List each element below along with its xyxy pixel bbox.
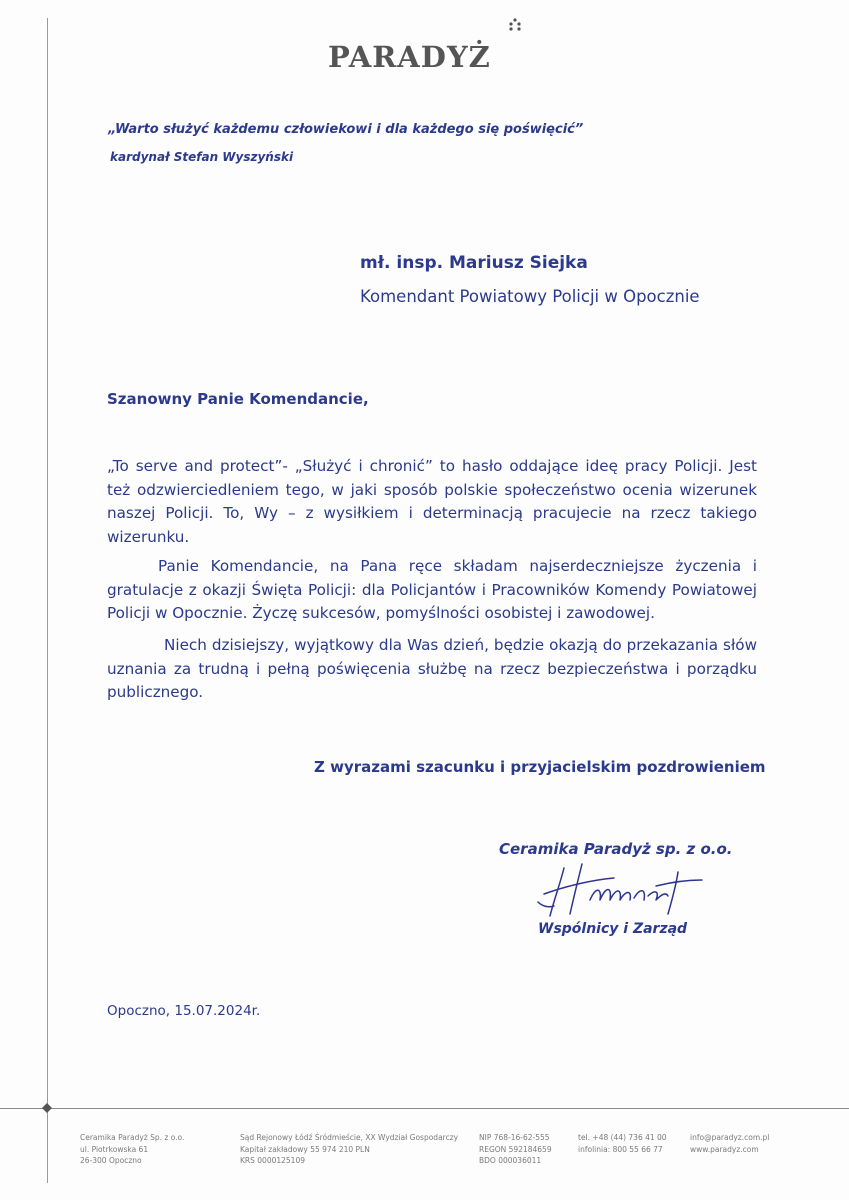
motto-author: kardynał Stefan Wyszyński: [110, 150, 294, 164]
footer-line: NIP 768-16-62-555: [479, 1133, 550, 1142]
motto-quote: „Warto służyć każdemu człowiekowi i dla każdego się poświęcić”: [108, 122, 584, 137]
left-margin-line: [47, 18, 48, 1183]
footer-divider: [0, 1108, 849, 1109]
footer-line: ul. Piotrkowska 61: [80, 1144, 149, 1154]
footer-line: infolinia: 800 55 66 77: [578, 1144, 663, 1154]
footer-phone: [578, 1132, 667, 1155]
footer-website-link[interactable]: www.paradyz.com: [690, 1144, 759, 1154]
handwritten-signature: [536, 856, 706, 928]
salutation: Szanowny Panie Komendancie,: [107, 390, 369, 408]
place-date: Opoczno, 15.07.2024r.: [107, 1003, 261, 1019]
footer-line: BDO 000036011: [479, 1156, 542, 1165]
footer-company-address: [80, 1132, 184, 1167]
footer-email-link[interactable]: info@paradyz.com.pl: [690, 1133, 770, 1142]
footer-registration: [240, 1132, 458, 1167]
footer-contact-links: [690, 1132, 769, 1155]
diamond-ornament-icon: [42, 1103, 52, 1113]
company-logo: [322, 14, 542, 74]
signatory: Wspólnicy i Zarząd: [538, 921, 688, 937]
logo-dots-icon: [508, 18, 522, 34]
footer-line: tel. +48 (44) 736 41 00: [578, 1133, 667, 1142]
recipient-title: Komendant Powiatowy Policji w Opocznie: [360, 287, 700, 306]
footer-tax-ids: [479, 1132, 552, 1167]
footer-line: Sąd Rejonowy Łódź Śródmieście, XX Wydział Gospodarczy: [240, 1133, 459, 1142]
body-paragraph: Panie Komendancie, na Pana ręce składam najserdeczniejsze życzenia i gratulacje z okazji Święta Policji: dla Policjantów i Pracowników Komendy Powiatowej Policji w Opocznie. Życzę sukcesów, pomyślności osobistej i zawodowej.: [107, 557, 757, 622]
footer-line: REGON 592184659: [479, 1144, 552, 1154]
body-paragraph: „To serve and protect”- „Służyć i chronić” to hasło oddające ideę pracy Policji. Jest też odzwierciedleniem tego, w jaki sposób polskie społeczeństwo ocenia wizerunek naszej Policji. To, Wy – z wysiłkiem i determinacją pracujecie na rzecz takiego wizerunku.: [107, 457, 757, 546]
footer-line: KRS 0000125109: [240, 1156, 305, 1165]
footer-line: 26-300 Opoczno: [80, 1156, 142, 1165]
footer-line: Ceramika Paradyż Sp. z o.o.: [80, 1133, 185, 1142]
recipient-name: mł. insp. Mariusz Siejka: [360, 253, 588, 273]
closing-line: Z wyrazami szacunku i przyjacielskim pozdrowieniem: [314, 758, 766, 776]
logo-wordmark: PARADYŻ: [328, 40, 491, 74]
signature-company: Ceramika Paradyż sp. z o.o.: [499, 840, 733, 858]
body-paragraph: Niech dzisiejszy, wyjątkowy dla Was dzień, będzie okazją do przekazania słów uznania za trudną i pełną poświęcenia służbę na rzecz bezpieczeństwa i porządku publicznego.: [107, 636, 757, 701]
footer-line: Kapitał zakładowy 55 974 210 PLN: [240, 1144, 370, 1154]
